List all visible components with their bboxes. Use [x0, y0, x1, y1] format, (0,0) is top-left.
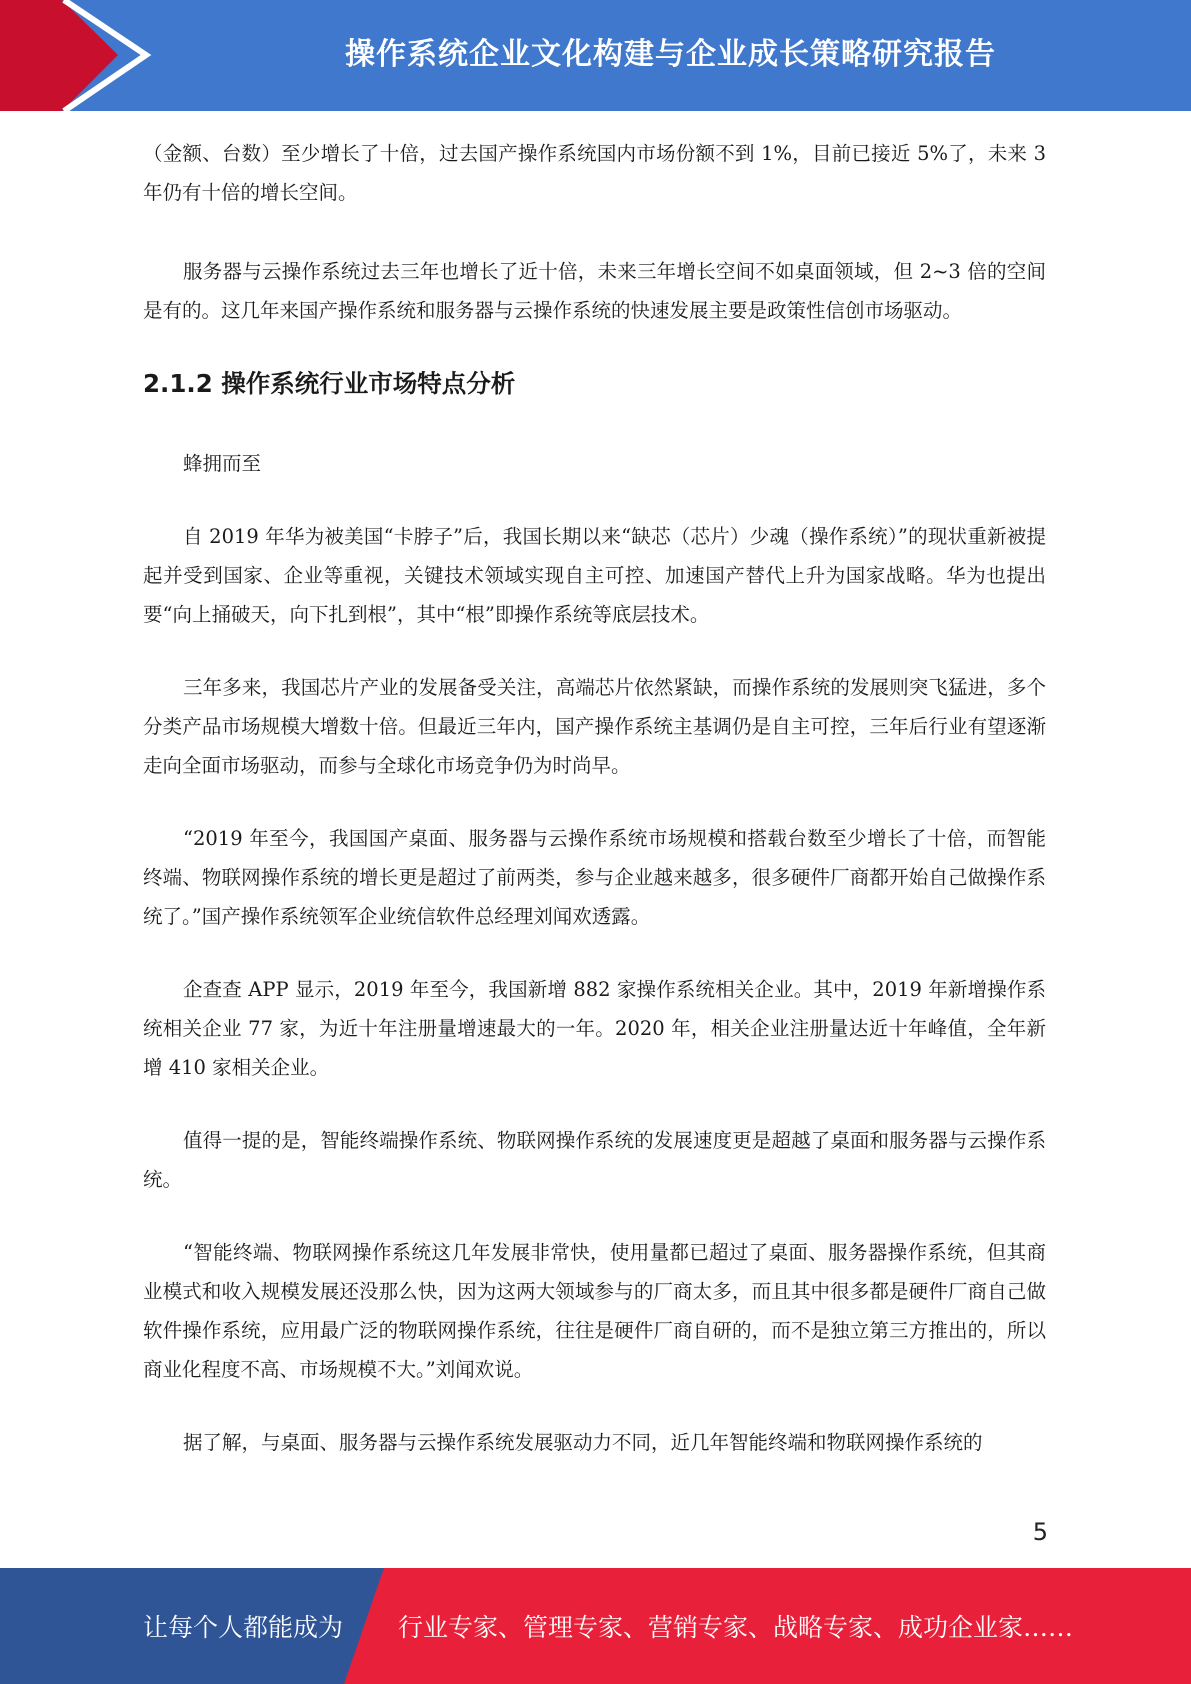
paragraph: 三年多来，我国芯片产业的发展备受关注，高端芯片依然紧缺，而操作系统的发展则突飞猛进，多个分类产品市场规模大增数十倍。但最近三年内，国产操作系统主基调仍是自主可控，三年后行业有望逐渐走向全面市场驱动，而参与全球化市场竞争仍为时尚早。 [143, 676, 1046, 777]
footer-slogan-left: 让每个人都能成为 [143, 1613, 344, 1642]
paragraph-subtitle: 蜂拥而至 [183, 452, 262, 475]
footer-slogan-right: 行业专家、管理专家、营销专家、战略专家、成功企业家…… [398, 1613, 1074, 1642]
paragraph: 服务器与云操作系统过去三年也增长了近十倍，未来三年增长空间不如桌面领域，但 2~3 倍的空间是有的。这几年来国产操作系统和服务器与云操作系统的快速发展主要是政策性信创市场驱动。 [143, 260, 1046, 322]
paragraph: 自 2019 年华为被美国“卡脖子”后，我国长期以来“缺芯（芯片）少魂（操作系统）”的现状重新被提起并受到国家、企业等重视，关键技术领域实现自主可控、加速国产替代上升为国家战略。华为也提出要“向上捅破天，向下扎到根”，其中“根”即操作系统等底层技术。 [143, 525, 1046, 626]
section-heading: 2.1.2 操作系统行业市场特点分析 [143, 369, 516, 398]
paragraph-continuation: （金额、台数）至少增长了十倍，过去国产操作系统国内市场份额不到 1%，目前已接近 5%了，未来 3 年仍有十倍的增长空间。 [143, 142, 1046, 204]
header-title: 操作系统企业文化构建与企业成长策略研究报告 [345, 37, 996, 72]
page-content [143, 134, 1046, 1496]
paragraph-quote: “智能终端、物联网操作系统这几年发展非常快，使用量都已超过了桌面、服务器操作系统，但其商业模式和收入规模发展还没那么快，因为这两大领域参与的厂商太多，而且其中很多都是硬件厂商自己做软件操作系统，应用最广泛的物联网操作系统，往往是硬件厂商自研的，而不是独立第三方推出的，所以商业化程度不高、市场规模不大。”刘闻欢说。 [143, 1241, 1046, 1381]
header-arrow-shape [0, 0, 160, 111]
page-header [0, 0, 1191, 111]
page-footer [0, 1568, 1191, 1684]
paragraph: 值得一提的是，智能终端操作系统、物联网操作系统的发展速度更是超越了桌面和服务器与云操作系统。 [143, 1129, 1046, 1191]
page-number: 5 [1032, 1518, 1048, 1546]
paragraph: 企查查 APP 显示，2019 年至今，我国新增 882 家操作系统相关企业。其中，2019 年新增操作系统相关企业 77 家，为近十年注册量增速最大的一年。2020 年，相关企业注册量达近十年峰值，全年新增 410 家相关企业。 [143, 978, 1046, 1079]
paragraph-quote: “2019 年至今，我国国产桌面、服务器与云操作系统市场规模和搭载台数至少增长了十倍，而智能终端、物联网操作系统的增长更是超过了前两类，参与企业越来越多，很多硬件厂商都开始自己做操作系统了。”国产操作系统领军企业统信软件总经理刘闻欢透露。 [143, 827, 1046, 928]
paragraph: 据了解，与桌面、服务器与云操作系统发展驱动力不同，近几年智能终端和物联网操作系统的 [183, 1431, 983, 1454]
